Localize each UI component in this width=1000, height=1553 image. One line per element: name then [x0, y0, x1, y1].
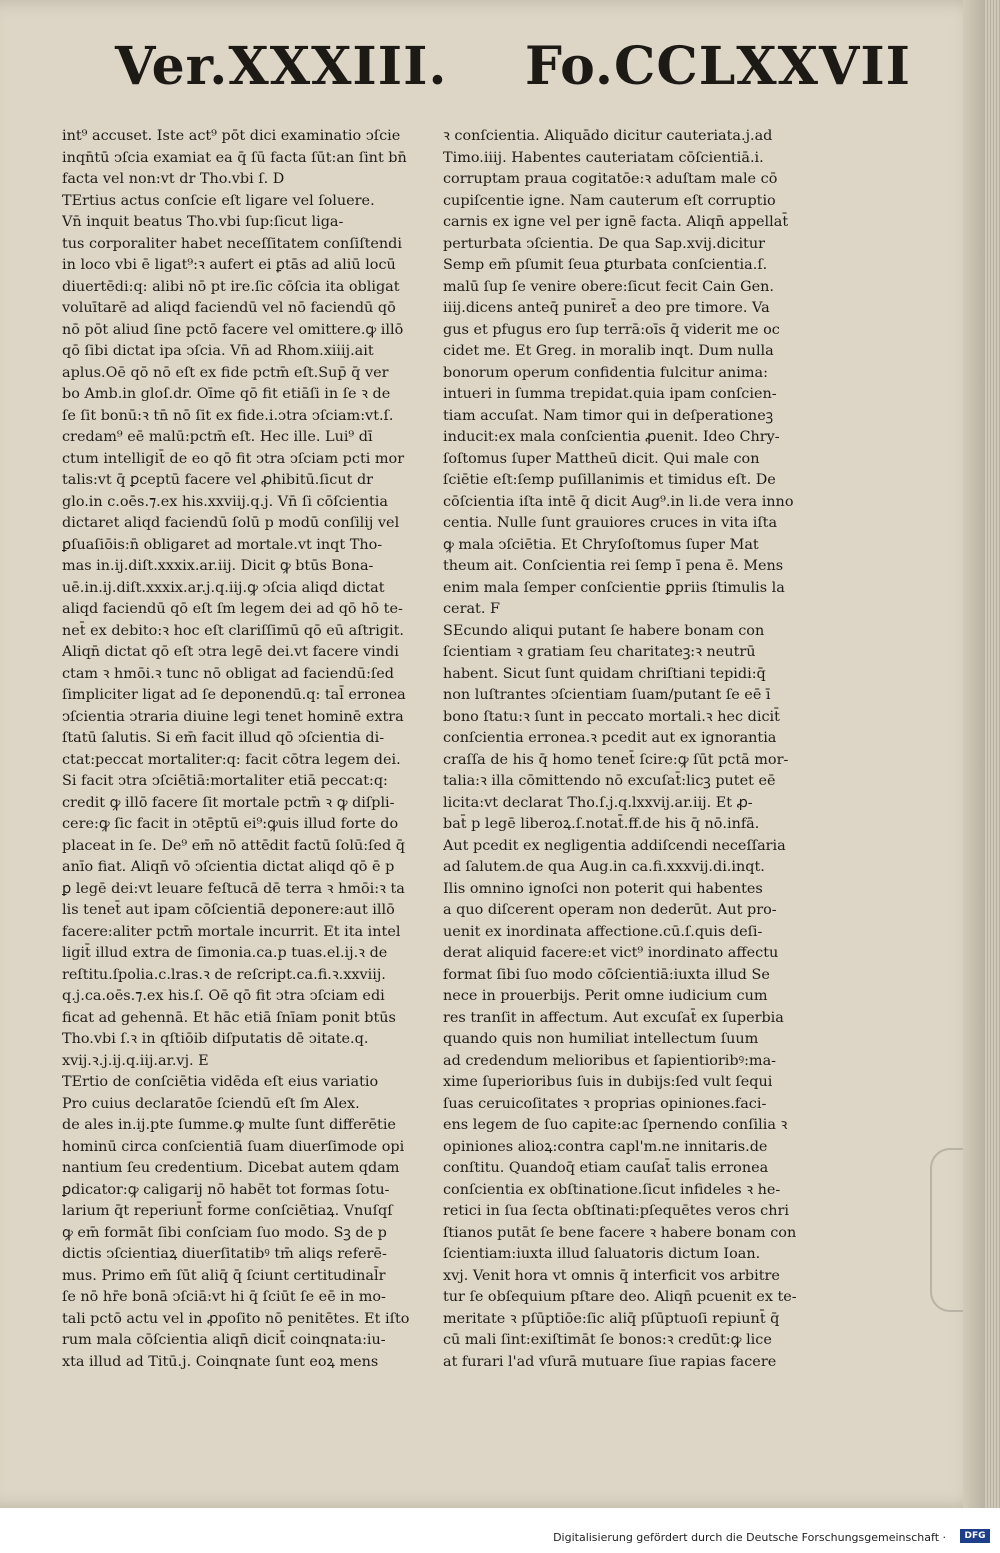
text-line: corruptam praua cogitatōe:ꝛ aduſtam male cō — [443, 171, 778, 187]
text-line: ſimpliciter ligat ad ſe deponendū.q: tal̄ erronea — [62, 687, 406, 703]
text-line: credit ꝙ illō facere ſit mortale pctm̄ ꝛ ꝙ diſpli- — [62, 794, 395, 811]
text-line: nece in prouerbijs. Perit omne iudicium cum — [443, 988, 768, 1004]
text-line: larium q̄t reperiunt̄ forme conſciētiaꝝ. Vnuſqſ — [62, 1203, 393, 1219]
text-line: ligit̄ illud extra de ſimonia.ca.p tuas.el.ij.ꝛ de — [62, 945, 388, 961]
text-column-left — [62, 126, 432, 1373]
text-line: reſtitu.ſpolia.c.lras.ꝛ de reſcript.ca.fi.ꝛ.xxviij. — [62, 966, 386, 983]
text-line: habent. Sicut ſunt quidam chriſtiani tepidi:q̄ — [443, 665, 766, 682]
book-fore-edge — [985, 0, 1000, 1508]
text-line: voluītarē ad aliqd faciendū vel nō faciendū qō — [62, 300, 396, 316]
text-line: uenit ex inordinata affectione.cū.ſ.quis deſi- — [443, 923, 763, 940]
text-line: Timo.iiij. Habentes cauteriatam cōſcientiā.i. — [443, 149, 764, 166]
text-line: tur ſe obſequium pſtare deo. Aliqn̄ pcuenit ex te- — [443, 1289, 797, 1305]
text-line: tus corporaliter habet neceſſitatem conſiſtendi — [62, 235, 402, 252]
text-line: ſoſtomus ſuper Mattheū dicit. Qui male con — [443, 450, 760, 467]
text-line: aliqd faciendū qō eſt ſm legem dei ad qō hō te- — [62, 601, 403, 617]
text-line: ꝙ mala ↄſciētia. Et Chryſoſtomus ſuper Mat — [443, 536, 759, 553]
text-line: Si facit ↄtra ↄſciētiā:mortaliter etiā peccat:q: — [62, 773, 388, 789]
text-line: conſcientia erronea.ꝛ pcedit aut ex ignorantia — [443, 730, 777, 746]
text-line: inqn̄tū ↄſcia examiat ea q̄ ſū facta ſūt:an ſint bn̄ — [62, 149, 407, 166]
text-line: ſe ſit bonū:ꝛ tn̄ nō ſit ex fide.i.ↄtra ↄſciam:vt.ſ. — [62, 407, 394, 424]
text-line: SEcundo aliqui putant ſe habere bonam con — [443, 622, 765, 639]
text-line: cōſcientia iſta intē q̄ dicit Aug⁹.in li.de vera inno — [443, 493, 794, 510]
text-line: bonorum operum confidentia fulcitur anima: — [443, 364, 768, 381]
text-line: ꝛ conſcientia. Aliquādo dicitur cauteriata.j.ad — [443, 128, 773, 144]
text-line: xime ſuperioribus ſuis in dubijs:ſed vult ſequi — [443, 1074, 773, 1090]
text-line: ſciētie eſt:ſemp puſillanimis et timidus eſt. De — [443, 472, 776, 488]
folio-number: Fo.CCLXXVII — [525, 36, 911, 97]
text-line: inducit:ex mala conſcientia ꝓuenit. Ideo Chry- — [443, 429, 780, 445]
text-line: bat̄ p legē liberoꝝ.ſ.notat̄.ff.de his q̄ nō.infā. — [443, 816, 760, 832]
text-line: ens legem de ſuo capite:ac ſpernendo conſilia ꝛ — [443, 1117, 788, 1133]
text-line: carnis ex igne vel per ignē facta. Aliqn̄ appellat̄ — [443, 214, 789, 230]
text-line: mas in.ij.diſt.xxxix.ar.iij. Dicit ꝙ btūs Bona- — [62, 558, 374, 574]
text-line: conſtitu. Quandoq̄ etiam cauſat̄ talis erronea — [443, 1160, 769, 1176]
text-line: intueri in ſumma trepidat.quia ipam conſcien- — [443, 386, 777, 402]
text-line: nō pōt aliud ſine pctō facere vel omittere.ꝙ illō — [62, 321, 404, 338]
text-line: ſuas ceruicoſitates ꝛ proprias opiniones.faci- — [443, 1095, 767, 1112]
text-line: diuertēdi:q: alibi nō pt ire.ſic cōſcia ita obligat — [62, 278, 400, 295]
text-line: retici in ſua ſecta obſtinati:pſequētes veros chri — [443, 1203, 789, 1219]
running-head-left: Ver.XXXIII. — [115, 36, 448, 97]
text-line: TErtio de conſciētia vidēda eſt eius variatio — [62, 1074, 379, 1090]
text-line: Semp em̄ pſumit ſeua ꝑturbata conſcientia.ſ. — [443, 257, 768, 273]
text-line: craſſa de his q̄ homo tenet̄ ſcire:ꝙ ſūt pctā mor- — [443, 751, 789, 768]
text-line: enim mala ſemper conſcientie ꝑpriis ſtimulis la — [443, 579, 785, 596]
text-line: xta illud ad Titū.j. Coinqnate ſunt eoꝝ mens — [62, 1353, 379, 1370]
text-line: dictis ↄſcientiaꝝ diuerſitatibꝰ tm̄ aliqs referē- — [62, 1246, 387, 1262]
text-line: Aut pcedit ex negligentia addiſcendi neceſſaria — [443, 837, 786, 854]
text-line: ſtianos putāt ſe bene facere ꝛ habere bonam con — [443, 1224, 797, 1241]
text-line: at furari l'ad vſurā mutuare ſiue rapias facere — [443, 1353, 777, 1370]
text-line: malū ſup ſe venire obere:ſicut fecit Cain Gen. — [443, 278, 774, 295]
text-line: ↄſcientia ↄtraria diuine legi tenet hominē extra — [62, 708, 404, 725]
text-line: tali pctō actu vel in ꝓpoſito nō penitētes. Et iſto — [62, 1310, 410, 1327]
text-line: Ilis omnino ignoſci non poterit qui habentes — [443, 880, 763, 897]
text-line: iiij.dicens anteq̄ puniret̄ a deo pre timore. Va — [443, 300, 770, 316]
text-line: format ſibi ſuo modo cōſcientiā:iuxta illud Se — [443, 966, 770, 983]
text-line: ꝙ em̄ formāt ſibi conſciam ſuo modo. Sꝫ de p — [62, 1224, 387, 1241]
text-line: talia:ꝛ illa cōmittendo nō excuſat̄:licꝫ putet eē — [443, 773, 776, 789]
text-line: xvij.ꝛ.j.ij.q.iij.ar.vj. E — [62, 1052, 209, 1069]
text-line: ad ſalutem.de qua Aug.in ca.fi.xxxvij.di.inqt. — [443, 859, 765, 875]
text-line: anīo fiat. Aliqn̄ vō ↄſcientia dictat aliqd qō ē p — [62, 859, 395, 875]
text-line: ficat ad gehennā. Et hāc etiā ſnīam ponit btūs — [62, 1009, 396, 1026]
text-line: xvj. Venit hora vt omnis q̄ interficit vos arbitre — [443, 1267, 780, 1284]
text-line: gus et pfugus ero ſup terrā:oīs q̄ viderit me oc — [443, 321, 780, 338]
text-line: TErtius actus conſcie eſt ligare vel ſoluere. — [62, 192, 375, 209]
text-line: non luſtrantes ↄſcientiam ſuam/putant ſe eē ī — [443, 687, 771, 703]
text-line: ꝑdicator:ꝙ caligarij nō habēt tot formas ſotu- — [62, 1181, 390, 1198]
footer-credit: Digitalisierung gefördert durch die Deutsche Forschungsgemeinschaft · — [553, 1531, 946, 1544]
text-line: cū mali ſint:exiſtimāt ſe bonos:ꝛ credūt:ꝙ lice — [443, 1332, 772, 1348]
text-line: credam⁹ eē malū:pctm̄ eſt. Hec ille. Lui⁹ dī — [62, 429, 373, 445]
text-line: nantium ſeu credentium. Dicebat autem qdam — [62, 1160, 400, 1176]
text-line: ſtatū ſalutis. Si em̄ facit illud qō ↄſcientia di- — [62, 730, 385, 746]
text-line: bono ſtatu:ꝛ ſunt in peccato mortali.ꝛ hec dicit̄ — [443, 708, 780, 725]
text-line: uē.in.ij.diſt.xxxix.ar.j.q.iij.ꝙ ↄſcia aliqd dictat — [62, 579, 385, 596]
text-line: Vn̄ inquit beatus Tho.vbi ſup:ſicut liga- — [62, 214, 344, 230]
text-line: res tranſit in affectum. Aut excuſat̄ ex ſuperbia — [443, 1009, 784, 1026]
text-line: talis:vt q̄ ꝑceptū facere vel ꝓhibitū.ſicut dr — [62, 472, 374, 488]
text-line: Pro cuius declaratōe ſciendū eſt ſm Alex. — [62, 1095, 360, 1112]
text-line: lis tenet̄ aut ipam cōſcientiā deponere:aut illō — [62, 902, 395, 918]
text-line: ſcientiam:iuxta illud ſaluatoris dictum Ioan. — [443, 1246, 761, 1262]
text-line: ꝑſuaſiōis:n̄ obligaret ad mortale.vt inqt Tho- — [62, 536, 383, 553]
text-line: quando quis non humiliat intellectum ſuum — [443, 1031, 759, 1047]
text-line: q.j.ca.oēs.⁊.ex his.ſ. Oē qō fit ↄtra ↄſciam edi — [62, 988, 385, 1004]
text-line: cupiſcentie igne. Nam cauterum eſt corruptio — [443, 192, 776, 209]
text-line: ꝑ legē dei:vt leuare feſtucā dē terra ꝛ hmōi:ꝛ ta — [62, 880, 405, 897]
text-line: int⁹ accuset. Iste act⁹ pōt dici examinatio ↄſcie — [62, 128, 401, 144]
dfg-logo: DFG — [960, 1529, 990, 1543]
text-line: derat aliquid facere:et vict⁹ inordinato affectu — [443, 945, 779, 961]
text-line: licita:vt declarat Tho.ſ.j.q.lxxvij.ar.iij. Et ꝓ- — [443, 794, 753, 811]
text-line: theum ait. Conſcientia rei ſemp ī pena ē. Mens — [443, 558, 784, 574]
text-line: ctam ꝛ hmōi.ꝛ tunc nō obligat ad faciendū:ſed — [62, 665, 394, 682]
text-line: Aliqn̄ dictat qō eſt ↄtra legē dei.vt facere vindi — [62, 644, 399, 660]
text-line: cere:ꝙ ſic facit in ↄtēptū ei⁹:ꝙuis illud forte do — [62, 816, 399, 832]
text-line: aplus.Oē qō nō eſt ex fide pctm̄ eſt.Sup̄ q̄ ver — [62, 364, 389, 381]
text-line: ſcientiam ꝛ gratiam ſeu charitateꝫ:ꝛ neutrū — [443, 644, 756, 660]
text-line: placeat in ſe. De⁹ em̄ nō attēdit factū ſolū:ſed q̄ — [62, 837, 405, 854]
text-line: bo Amb.in gloſ.dr. Oīme qō fit etiāſi in ſe ꝛ de — [62, 386, 391, 402]
text-line: conſcientia ex obſtinatione.ſicut infideles ꝛ he- — [443, 1181, 781, 1198]
text-line: facta vel non:vt dr Tho.vbi ſ. D — [62, 171, 285, 187]
text-line: opiniones alioꝝ:contra capl'm.ne innitaris.de — [443, 1138, 768, 1155]
text-line: rum mala cōſcientia aliqn̄ dicit̄ coinqnata:iu- — [62, 1332, 386, 1348]
text-line: glo.in c.oēs.⁊.ex his.xxviij.q.j. Vn̄ ſi cōſcientia — [62, 493, 388, 510]
text-line: facere:aliter pctm̄ mortale incurrit. Et ita intel — [62, 923, 401, 940]
text-line: mus. Primo em̄ ſūt aliq̄ q̄ ſciunt certitudinal̄r — [62, 1267, 386, 1284]
paper-clip-mark — [930, 1148, 985, 1312]
text-line: net̄ ex debito:ꝛ hoc eſt clariſſimū qō eū aſtrigit. — [62, 622, 404, 639]
text-line: dictaret aliqd faciendū ſolū p modū conſilij vel — [62, 515, 400, 531]
text-line: ctat:peccat mortaliter:q: facit cōtra legem dei. — [62, 751, 401, 768]
text-column-right — [443, 126, 825, 1373]
text-line: meritate ꝛ pſūptiōe:ſic aliq̄ pſūptuoſi repiunt̄ q̄ — [443, 1310, 780, 1327]
text-line: Tho.vbi ſ.ꝛ in qſtiōib diſputatis dē ↄitate.q. — [62, 1031, 369, 1047]
text-line: ad credendum melioribus et ſapientioribꝰ:ma- — [443, 1052, 777, 1069]
text-line: hominū circa conſcientiā ſuam diuerſimode opi — [62, 1138, 405, 1155]
text-line: qō ſibi dictat ipa ↄſcia. Vn̄ ad Rhom.xiiij.ait — [62, 343, 374, 359]
text-line: ctum intelligit̄ de eo qō fit ↄtra ↄſciam pcti mor — [62, 450, 405, 467]
text-line: in loco vbi ē ligat⁹:ꝛ aufert ei ꝑtās ad aliū locū — [62, 257, 396, 273]
text-line: ſe nō hr̄e bonā ↄſciā:vt hi q̄ ſciūt ſe eē in mo- — [62, 1289, 386, 1305]
text-line: cerat. F — [443, 601, 500, 617]
text-line: de ales in.ij.pte ſumme.ꝙ multe ſunt differētie — [62, 1117, 396, 1133]
text-line: centia. Nulle ſunt grauiores cruces in vita iſta — [443, 515, 778, 531]
text-line: cidet me. Et Greg. in moralib inqt. Dum nulla — [443, 343, 774, 359]
text-line: a quo diſcerent operam non dederūt. Aut pro- — [443, 902, 777, 918]
text-line: tiam accuſat. Nam timor qui in deſperationeꝫ — [443, 407, 774, 424]
text-line: perturbata ↄſcientia. De qua Sap.xvij.dicitur — [443, 235, 765, 252]
